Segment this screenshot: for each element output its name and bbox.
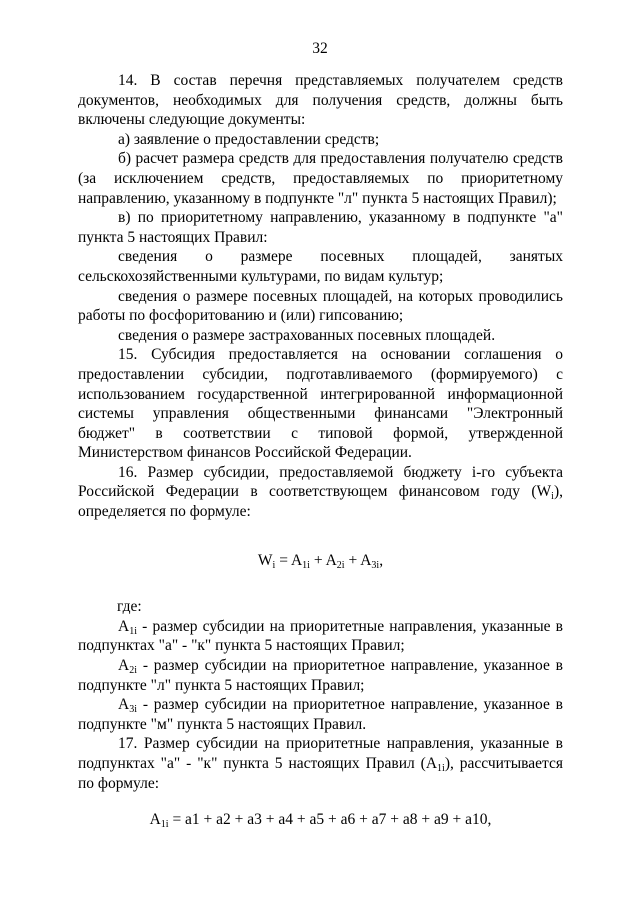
- formula-w-end: ,: [379, 551, 384, 569]
- paragraph-17-subscript: 1i: [437, 763, 445, 774]
- formula-w-lhs: W: [257, 551, 273, 569]
- paragraph-16-subscript: i: [551, 491, 554, 503]
- definition-a3i-text: - размер субсидии на приоритетное направление, указанное в подпункте "м" пункта 5 настоящих Правил.: [78, 696, 563, 733]
- formula-w-plus-1: +: [309, 551, 326, 569]
- definition-a1i-symbol: A: [118, 617, 130, 635]
- definition-a1i-sub: 1i: [129, 625, 137, 637]
- formula-a1i-lhs: A: [149, 811, 161, 829]
- definition-a3i-symbol: A: [118, 696, 130, 714]
- definition-a2i-sub: 2i: [129, 665, 137, 677]
- formula-w-term-1-sub: 1i: [302, 559, 310, 571]
- paragraph-16: [78, 463, 563, 522]
- item-v: в) по приоритетному направлению, указанному в подпункте "а" пункта 5 настоящих Правил:: [78, 209, 563, 246]
- item-v-line-1: сведения о размере посевных площадей, занятых сельскохозяйственными культурами, по видам культур;: [78, 248, 563, 285]
- where-label: [78, 597, 563, 617]
- definition-a2i-symbol: A: [118, 657, 130, 675]
- definition-a2i: [78, 656, 563, 695]
- item-b: б) расчет размера средств для предоставления получателю средств (за исключением средств, предоставляемых по приоритетному направлению, указанному в подпункте "л" пункта 5 настоящих Правил);: [78, 150, 563, 207]
- paragraph-15: 15. Субсидия предоставляется на основании соглашения о предоставлении субсидии, подготавливаемого (формируемого) с использованием государственной интегрированной информационной системы управления общественными финансами "Электронный бюджет" в соответствии с типовой формой, утвержденной Министерством финансов Российской Федерации.: [78, 346, 563, 462]
- formula-w-eq: =: [275, 551, 291, 569]
- formula-w-term-1: A: [290, 551, 303, 569]
- paragraph-16-text: 16. Размер субсидии, предоставляемой бюджету i-го субъекта Российской Федерации в соответствующем финансовом году (W: [78, 463, 563, 501]
- paragraph-17-text: 17. Размер субсидии на приоритетные направления, указанные в подпунктах "а" - "к" пункта 5 настоящих Правил (A: [78, 735, 563, 772]
- definition-a1i-text: - размер субсидии на приоритетные направления, указанные в подпунктах "а" - "к" пункта 5 настоящих Правил;: [78, 617, 563, 655]
- formula-w-term-3: A: [360, 551, 372, 569]
- item-a: а) заявление о предоставлении средств;: [118, 130, 380, 148]
- where-label-text: где:: [117, 598, 142, 616]
- formula-a1i: [78, 810, 563, 830]
- paragraph-16-tail: ), определяется по формуле:: [78, 483, 563, 521]
- formula-a1i-rhs: = a1 + a2 + a3 + a4 + a5 + a6 + a7 + a8 + a9 + a10,: [168, 811, 492, 829]
- paragraph-17-tail: ), рассчитывается по формуле:: [78, 755, 563, 792]
- definition-a1i: [78, 617, 563, 656]
- formula-w-term-3-sub: 3i: [371, 559, 380, 571]
- definition-a3i-sub: 3i: [129, 704, 137, 716]
- paragraph-17: [78, 734, 563, 793]
- definition-a3i: [78, 695, 563, 734]
- formula-a1i-lhs-sub: 1i: [160, 819, 169, 831]
- formula-w-plus-2: +: [344, 551, 361, 569]
- formula-w-lhs-sub: i: [272, 559, 276, 571]
- definition-a2i-text: - размер субсидии на приоритетное направление, указанное в подпункте "л" пункта 5 настоящих Правил;: [78, 657, 563, 694]
- item-v-line-3: сведения о размере застрахованных посевных площадей.: [118, 326, 496, 344]
- item-v-line-2: сведения о размере посевных площадей, на которых проводились работы по фосфоритованию и (или) гипсованию;: [78, 287, 563, 325]
- formula-w: [78, 551, 563, 571]
- document-body: [78, 71, 563, 830]
- page-number: 32: [312, 40, 328, 57]
- paragraph-14: 14. В состав перечня представляемых получателем средств документов, необходимых для получения средств, должны быть включены следующие документы:: [78, 72, 563, 129]
- formula-w-term-2-sub: 2i: [336, 559, 345, 571]
- formula-w-term-2: A: [325, 551, 337, 569]
